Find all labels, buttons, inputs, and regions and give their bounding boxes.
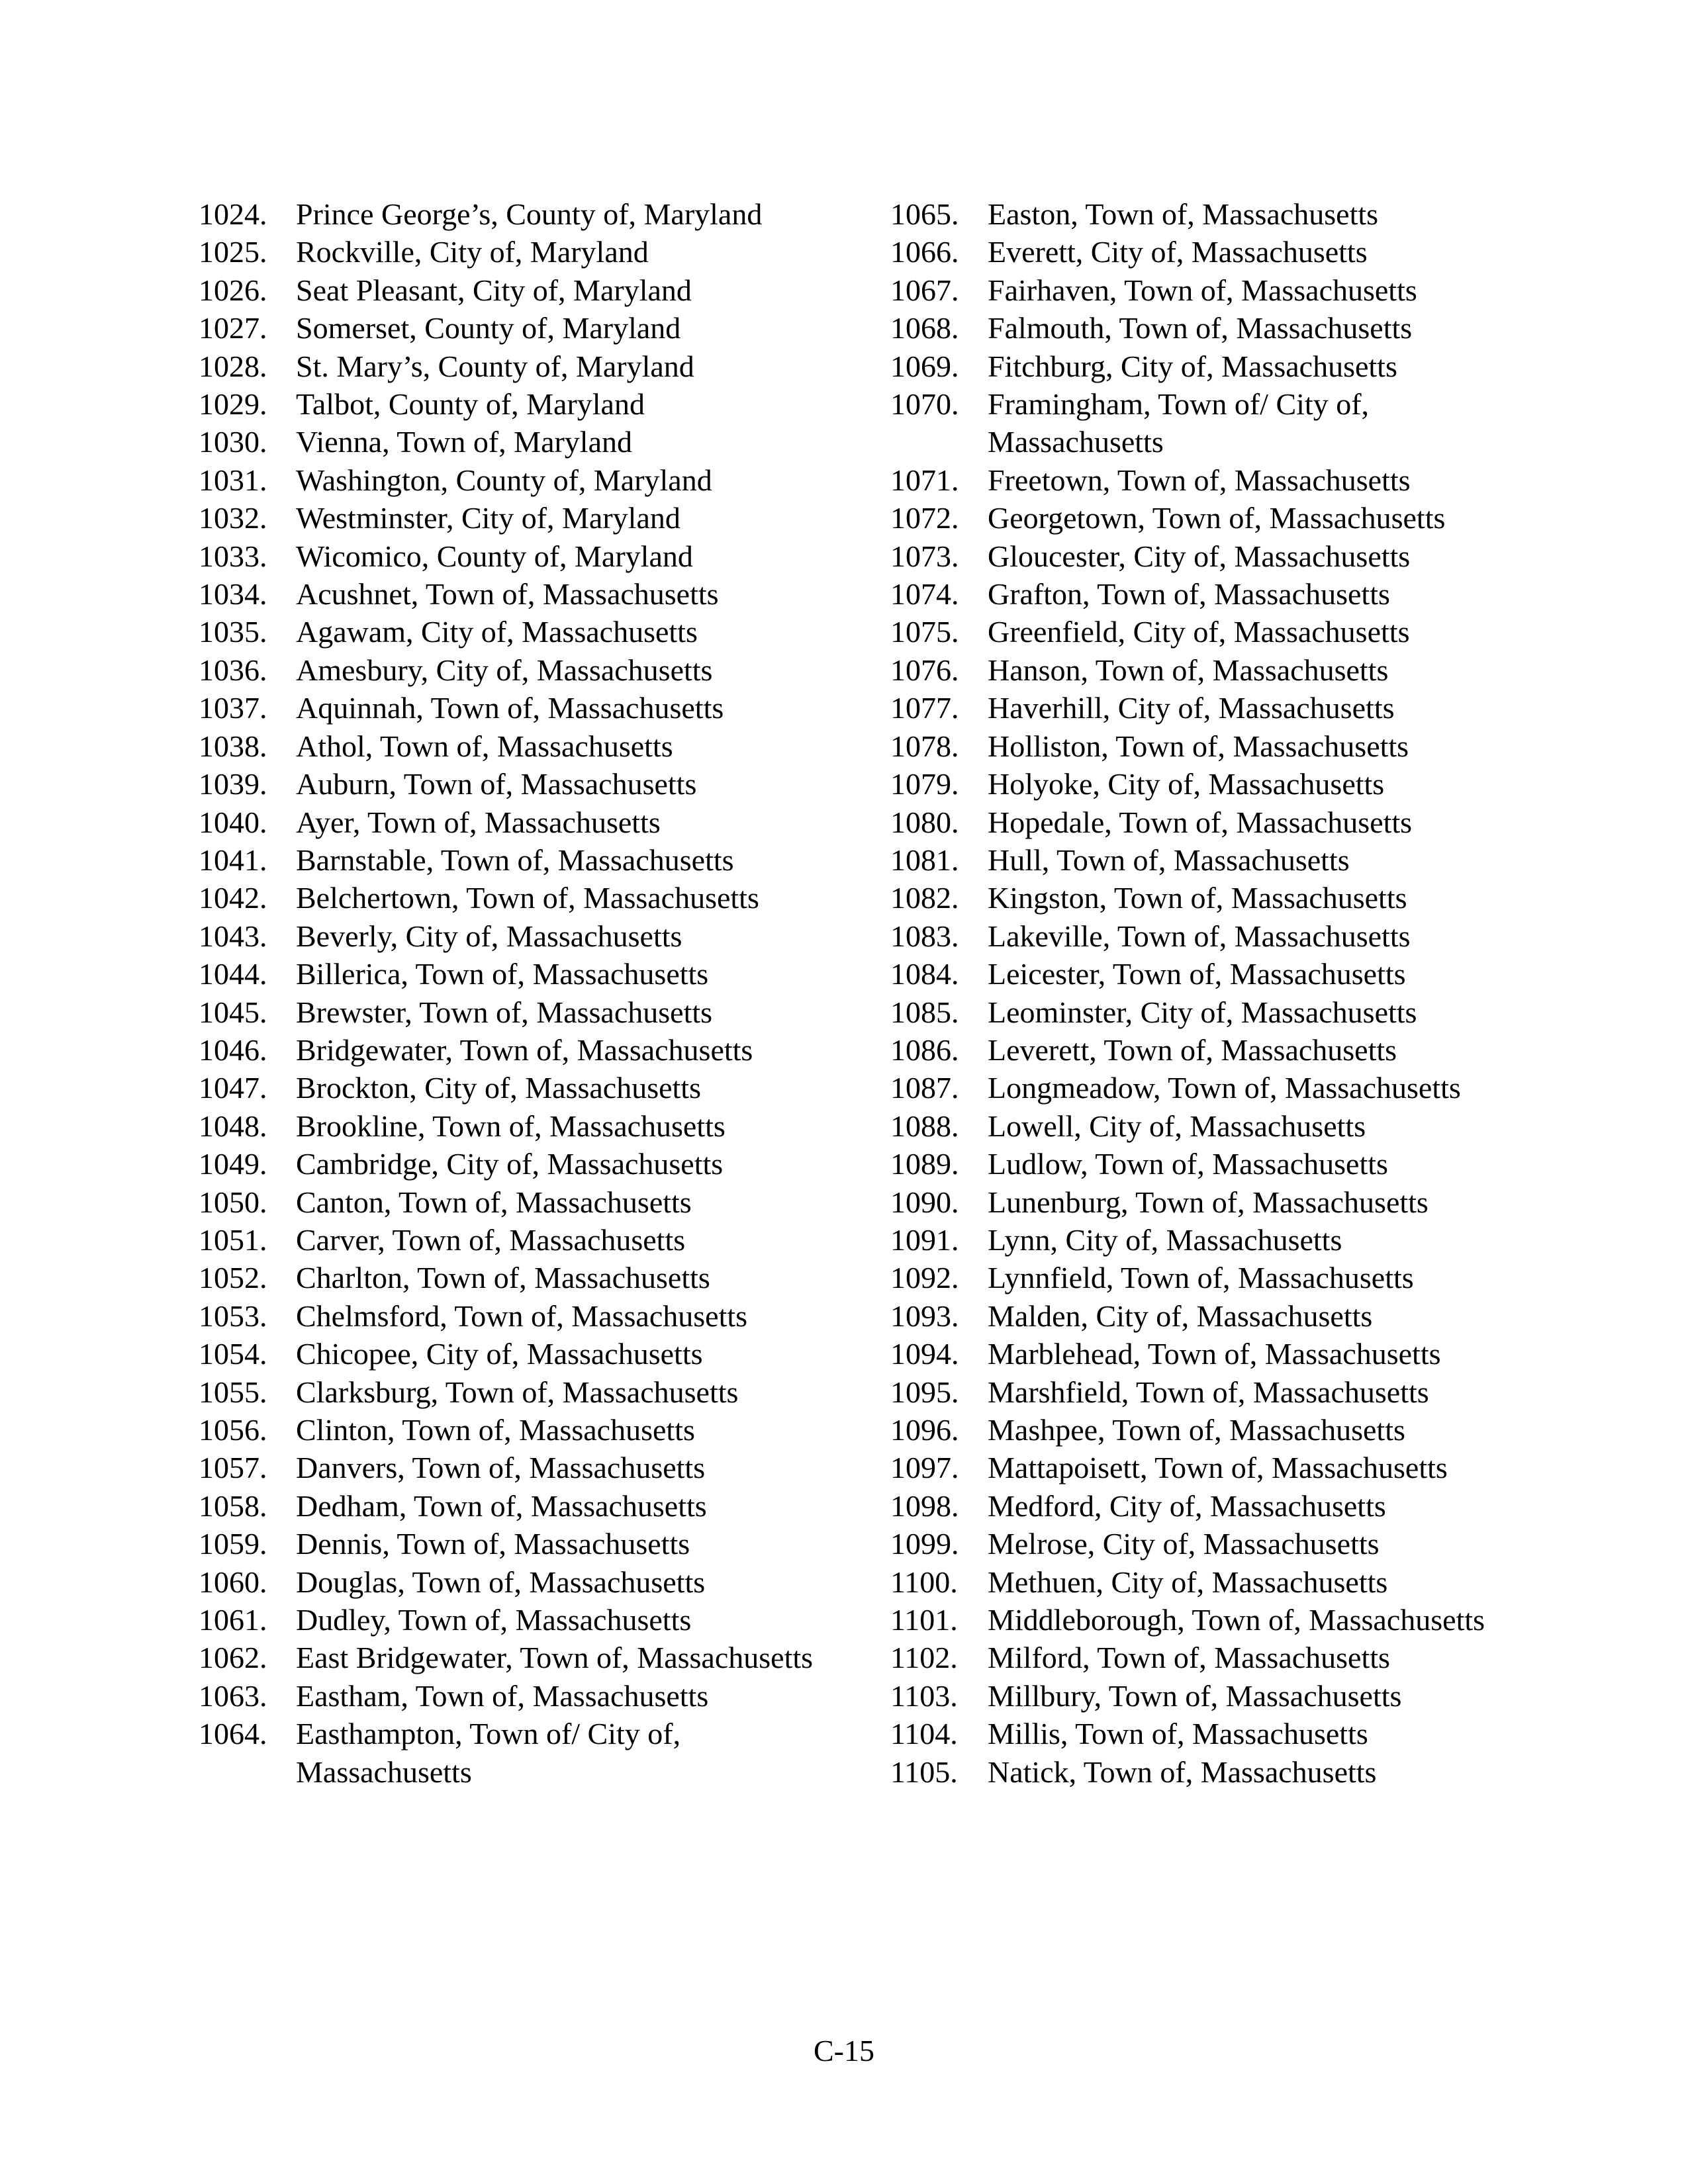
item-number: 1074. (890, 577, 959, 612)
list-item (890, 233, 1526, 271)
list-item (890, 1525, 1526, 1563)
item-name: Georgetown, Town of, Massachusetts (988, 501, 1446, 535)
list-item (199, 955, 834, 993)
item-name: Belchertown, Town of, Massachusetts (296, 881, 759, 915)
list-item (890, 993, 1526, 1031)
item-number: 1066. (890, 235, 959, 269)
list-item (199, 727, 834, 765)
item-number: 1028. (199, 349, 267, 383)
item-number: 1099. (890, 1527, 959, 1561)
item-number: 1026. (199, 273, 267, 307)
item-number: 1048. (199, 1109, 267, 1143)
item-name: Natick, Town of, Massachusetts (988, 1754, 1377, 1789)
item-name: Medford, City of, Massachusetts (988, 1488, 1386, 1523)
list-item (199, 271, 834, 309)
item-name: Brockton, City of, Massachusetts (296, 1071, 701, 1105)
item-name: Wicomico, County of, Maryland (296, 539, 693, 573)
list-item (890, 385, 1526, 461)
item-name: Amesbury, City of, Massachusetts (296, 653, 713, 687)
item-name: Charlton, Town of, Massachusetts (296, 1261, 710, 1295)
item-name: Fairhaven, Town of, Massachusetts (988, 273, 1417, 307)
list-item (890, 1753, 1526, 1791)
list-item (199, 651, 834, 689)
list-item (199, 917, 834, 955)
item-number: 1044. (199, 957, 267, 991)
item-name: Douglas, Town of, Massachusetts (296, 1565, 706, 1599)
list-item (890, 1259, 1526, 1297)
list-item (890, 1069, 1526, 1107)
list-item (199, 385, 834, 423)
item-name: Washington, County of, Maryland (296, 463, 712, 497)
list-item (890, 347, 1526, 385)
item-name: Haverhill, City of, Massachusetts (988, 691, 1395, 725)
item-name: Dedham, Town of, Massachusetts (296, 1488, 707, 1523)
item-number: 1046. (199, 1032, 267, 1067)
item-name: Eastham, Town of, Massachusetts (296, 1678, 709, 1713)
list-item (890, 195, 1526, 233)
item-number: 1083. (890, 919, 959, 953)
item-number: 1103. (890, 1678, 958, 1713)
item-name: Prince George’s, County of, Maryland (296, 197, 763, 231)
list-item (890, 1677, 1526, 1715)
list-item (199, 537, 834, 575)
item-number: 1060. (199, 1565, 267, 1599)
list-item (199, 1069, 834, 1107)
item-number: 1039. (199, 767, 267, 801)
item-number: 1104. (890, 1717, 958, 1751)
list-item (890, 271, 1526, 309)
item-name: Danvers, Town of, Massachusetts (296, 1451, 706, 1485)
item-number: 1086. (890, 1032, 959, 1067)
item-name: Fitchburg, City of, Massachusetts (988, 349, 1397, 383)
list-item (890, 1183, 1526, 1221)
item-name: Beverly, City of, Massachusetts (296, 919, 682, 953)
item-name: Falmouth, Town of, Massachusetts (988, 311, 1413, 345)
item-name: Hopedale, Town of, Massachusetts (988, 805, 1413, 839)
item-number: 1052. (199, 1261, 267, 1295)
item-name: Athol, Town of, Massachusetts (296, 729, 673, 763)
list-item (890, 879, 1526, 917)
list-item (199, 575, 834, 613)
item-name: Longmeadow, Town of, Massachusetts (988, 1071, 1461, 1105)
item-number: 1042. (199, 881, 267, 915)
item-name: Acushnet, Town of, Massachusetts (296, 577, 719, 612)
item-number: 1076. (890, 653, 959, 687)
item-number: 1071. (890, 463, 959, 497)
item-name: Milford, Town of, Massachusetts (988, 1641, 1390, 1675)
list-item (890, 1107, 1526, 1145)
item-name: Ludlow, Town of, Massachusetts (988, 1147, 1388, 1181)
item-number: 1067. (890, 273, 959, 307)
item-number: 1064. (199, 1717, 267, 1751)
item-number: 1073. (890, 539, 959, 573)
list-item (890, 1145, 1526, 1183)
item-number: 1059. (199, 1527, 267, 1561)
item-name: Auburn, Town of, Massachusetts (296, 767, 697, 801)
list-item (890, 537, 1526, 575)
item-name: Hanson, Town of, Massachusetts (988, 653, 1389, 687)
list-item (199, 1259, 834, 1297)
list-item (890, 1373, 1526, 1411)
item-name: Leverett, Town of, Massachusetts (988, 1032, 1397, 1067)
item-number: 1069. (890, 349, 959, 383)
item-number: 1037. (199, 691, 267, 725)
item-name: Brookline, Town of, Massachusetts (296, 1109, 726, 1143)
item-name: Seat Pleasant, City of, Maryland (296, 273, 692, 307)
list-item (890, 613, 1526, 651)
item-number: 1056. (199, 1413, 267, 1447)
item-name: Leominster, City of, Massachusetts (988, 995, 1417, 1029)
item-number: 1043. (199, 919, 267, 953)
item-name: St. Mary’s, County of, Maryland (296, 349, 694, 383)
item-name: Leicester, Town of, Massachusetts (988, 957, 1406, 991)
item-name: Clinton, Town of, Massachusetts (296, 1413, 695, 1447)
item-name: Brewster, Town of, Massachusetts (296, 995, 713, 1029)
item-number: 1063. (199, 1678, 267, 1713)
list-item (890, 1297, 1526, 1335)
list-item (890, 309, 1526, 347)
item-name: Marshfield, Town of, Massachusetts (988, 1375, 1429, 1409)
right-column (890, 195, 1526, 1791)
item-number: 1091. (890, 1222, 959, 1257)
item-number: 1045. (199, 995, 267, 1029)
item-number: 1093. (890, 1298, 959, 1333)
left-column (199, 195, 834, 1791)
item-number: 1089. (890, 1147, 959, 1181)
list-item (199, 1487, 834, 1525)
item-number: 1030. (199, 425, 267, 459)
list-item (199, 1525, 834, 1563)
item-name: Dennis, Town of, Massachusetts (296, 1527, 690, 1561)
item-number: 1065. (890, 197, 959, 231)
item-name: Easthampton, Town of/ City of, Massachusetts (296, 1717, 681, 1789)
item-number: 1062. (199, 1641, 267, 1675)
item-name: Marblehead, Town of, Massachusetts (988, 1337, 1441, 1371)
list-item (890, 1221, 1526, 1259)
page-number: C-15 (814, 2034, 874, 2068)
list-item (199, 1335, 834, 1373)
item-number: 1105. (890, 1754, 958, 1789)
list-item (199, 1221, 834, 1259)
item-name: Somerset, County of, Maryland (296, 311, 681, 345)
item-number: 1034. (199, 577, 267, 612)
item-name: Lowell, City of, Massachusetts (988, 1109, 1366, 1143)
item-name: Agawam, City of, Massachusetts (296, 615, 698, 649)
list-item (890, 917, 1526, 955)
item-number: 1061. (199, 1603, 267, 1637)
list-item (199, 1639, 834, 1676)
item-name: Holyoke, City of, Massachusetts (988, 767, 1385, 801)
item-number: 1094. (890, 1337, 959, 1371)
item-name: Malden, City of, Massachusetts (988, 1298, 1373, 1333)
item-number: 1097. (890, 1451, 959, 1485)
list-item (199, 233, 834, 271)
list-item (890, 499, 1526, 537)
item-name: Talbot, County of, Maryland (296, 387, 645, 422)
list-item (199, 803, 834, 841)
list-item (890, 461, 1526, 499)
item-number: 1070. (890, 387, 959, 422)
item-number: 1101. (890, 1603, 958, 1637)
item-number: 1055. (199, 1375, 267, 1409)
item-number: 1096. (890, 1413, 959, 1447)
item-number: 1053. (199, 1298, 267, 1333)
item-name: Freetown, Town of, Massachusetts (988, 463, 1411, 497)
list-item (199, 195, 834, 233)
item-number: 1072. (890, 501, 959, 535)
list-item (199, 1677, 834, 1715)
list-item (890, 955, 1526, 993)
item-name: Greenfield, City of, Massachusetts (988, 615, 1410, 649)
item-number: 1049. (199, 1147, 267, 1181)
item-number: 1051. (199, 1222, 267, 1257)
item-name: Grafton, Town of, Massachusetts (988, 577, 1390, 612)
item-number: 1087. (890, 1071, 959, 1105)
item-name: Ayer, Town of, Massachusetts (296, 805, 661, 839)
list-item (890, 765, 1526, 803)
list-item (199, 613, 834, 651)
item-name: Lynn, City of, Massachusetts (988, 1222, 1342, 1257)
item-number: 1102. (890, 1641, 958, 1675)
item-number: 1050. (199, 1185, 267, 1219)
item-name: Kingston, Town of, Massachusetts (988, 881, 1407, 915)
item-name: Hull, Town of, Massachusetts (988, 842, 1350, 877)
list-item (199, 1145, 834, 1183)
list-item (890, 841, 1526, 879)
list-item (890, 1487, 1526, 1525)
item-number: 1029. (199, 387, 267, 422)
list-item (199, 499, 834, 537)
item-name: Vienna, Town of, Maryland (296, 425, 632, 459)
list-item (890, 1411, 1526, 1449)
list-item (199, 1183, 834, 1221)
item-number: 1027. (199, 311, 267, 345)
item-number: 1085. (890, 995, 959, 1029)
item-name: East Bridgewater, Town of, Massachusetts (296, 1641, 814, 1675)
item-name: Gloucester, City of, Massachusetts (988, 539, 1411, 573)
list-item (890, 803, 1526, 841)
item-name: Mattapoisett, Town of, Massachusetts (988, 1451, 1448, 1485)
list-item (199, 423, 834, 461)
item-name: Westminster, City of, Maryland (296, 501, 680, 535)
list-item (199, 841, 834, 879)
list-item (199, 1297, 834, 1335)
item-number: 1088. (890, 1109, 959, 1143)
item-name: Chelmsford, Town of, Massachusetts (296, 1298, 748, 1333)
item-name: Rockville, City of, Maryland (296, 235, 649, 269)
item-number: 1024. (199, 197, 267, 231)
list-item (199, 1107, 834, 1145)
list-item (890, 1563, 1526, 1601)
item-name: Millis, Town of, Massachusetts (988, 1717, 1368, 1751)
list-item (199, 879, 834, 917)
item-name: Mashpee, Town of, Massachusetts (988, 1413, 1405, 1447)
list-item (199, 1601, 834, 1639)
item-number: 1068. (890, 311, 959, 345)
item-name: Lakeville, Town of, Massachusetts (988, 919, 1411, 953)
list-item (890, 575, 1526, 613)
item-name: Easton, Town of, Massachusetts (988, 197, 1379, 231)
list-item (199, 309, 834, 347)
item-number: 1047. (199, 1071, 267, 1105)
list-item (199, 993, 834, 1031)
list-item (199, 1411, 834, 1449)
item-name: Billerica, Town of, Massachusetts (296, 957, 709, 991)
list-item (199, 1715, 834, 1791)
item-number: 1078. (890, 729, 959, 763)
list-item (199, 1373, 834, 1411)
item-name: Methuen, City of, Massachusetts (988, 1565, 1388, 1599)
item-number: 1081. (890, 842, 959, 877)
item-number: 1036. (199, 653, 267, 687)
list-item (890, 1031, 1526, 1069)
list-item (199, 689, 834, 727)
item-name: Lynnfield, Town of, Massachusetts (988, 1261, 1414, 1295)
item-name: Canton, Town of, Massachusetts (296, 1185, 692, 1219)
list-item (890, 1715, 1526, 1752)
item-number: 1082. (890, 881, 959, 915)
list-item (890, 1335, 1526, 1373)
item-number: 1098. (890, 1488, 959, 1523)
item-number: 1080. (890, 805, 959, 839)
item-number: 1054. (199, 1337, 267, 1371)
item-name: Dudley, Town of, Massachusetts (296, 1603, 692, 1637)
item-number: 1079. (890, 767, 959, 801)
list-item (199, 765, 834, 803)
item-name: Carver, Town of, Massachusetts (296, 1222, 686, 1257)
item-number: 1025. (199, 235, 267, 269)
list-item (890, 651, 1526, 689)
list-item (199, 347, 834, 385)
list-item (890, 1449, 1526, 1486)
item-name: Holliston, Town of, Massachusetts (988, 729, 1409, 763)
item-number: 1058. (199, 1488, 267, 1523)
list-item (199, 1031, 834, 1069)
item-number: 1090. (890, 1185, 959, 1219)
item-name: Barnstable, Town of, Massachusetts (296, 842, 734, 877)
item-number: 1075. (890, 615, 959, 649)
item-name: Millbury, Town of, Massachusetts (988, 1678, 1402, 1713)
list-item (199, 1563, 834, 1601)
list-item (890, 727, 1526, 765)
item-name: Lunenburg, Town of, Massachusetts (988, 1185, 1429, 1219)
list-item (199, 1449, 834, 1486)
item-name: Cambridge, City of, Massachusetts (296, 1147, 724, 1181)
item-number: 1100. (890, 1565, 958, 1599)
item-number: 1084. (890, 957, 959, 991)
item-number: 1035. (199, 615, 267, 649)
item-name: Melrose, City of, Massachusetts (988, 1527, 1380, 1561)
list-item (199, 461, 834, 499)
item-number: 1031. (199, 463, 267, 497)
item-number: 1077. (890, 691, 959, 725)
item-number: 1032. (199, 501, 267, 535)
item-number: 1041. (199, 842, 267, 877)
item-number: 1092. (890, 1261, 959, 1295)
item-number: 1057. (199, 1451, 267, 1485)
list-item (890, 1601, 1526, 1639)
item-name: Aquinnah, Town of, Massachusetts (296, 691, 724, 725)
item-number: 1038. (199, 729, 267, 763)
list-item (890, 689, 1526, 727)
item-name: Framingham, Town of/ City of, Massachusetts (988, 387, 1370, 459)
item-name: Clarksburg, Town of, Massachusetts (296, 1375, 739, 1409)
item-number: 1033. (199, 539, 267, 573)
item-name: Middleborough, Town of, Massachusetts (988, 1603, 1485, 1637)
item-name: Bridgewater, Town of, Massachusetts (296, 1032, 753, 1067)
item-number: 1040. (199, 805, 267, 839)
item-number: 1095. (890, 1375, 959, 1409)
item-name: Chicopee, City of, Massachusetts (296, 1337, 703, 1371)
item-name: Everett, City of, Massachusetts (988, 235, 1368, 269)
list-item (890, 1639, 1526, 1676)
